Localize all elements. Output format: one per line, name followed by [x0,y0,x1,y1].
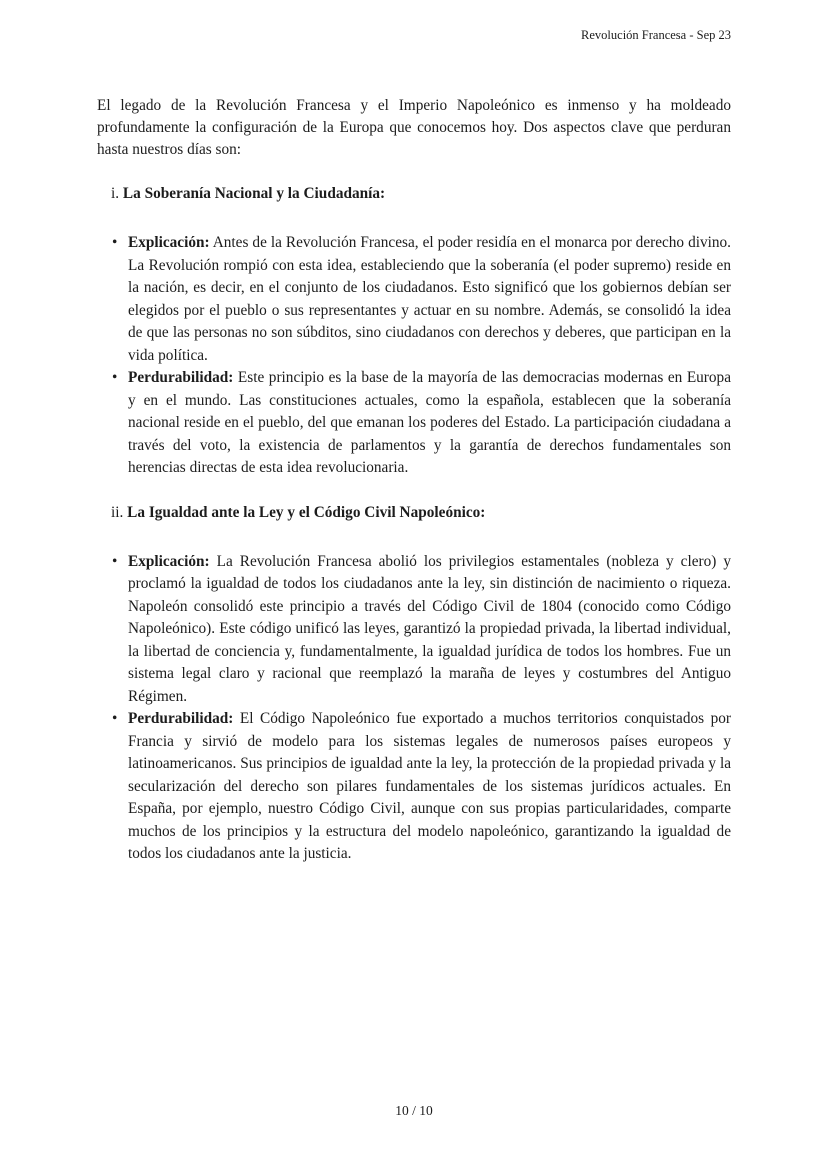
bullet-text: Antes de la Revolución Francesa, el poder residía en el monarca por derecho divino. La Revolución rompió con esta idea, estableciendo que la soberanía (el poder supremo) reside en la nación, es decir, en el conjunto de los ciudadanos. Esto significó que los gobiernos debían ser elegidos por el pueblo o sus representantes y actuar en su nombre. Además, se consolidó la idea de que las personas no son súbditos, sino ciudadanos con derechos y deberes, que participan en la vida política. [128,234,731,364]
page-footer [0,1103,828,1119]
page-number: 10 / 10 [395,1103,433,1118]
section-numeral: ii. [111,503,124,521]
bullet-item [111,232,731,367]
intro-paragraph: El legado de la Revolución Francesa y el Imperio Napoleónico es inmenso y ha moldeado profundamente la configuración de la Europa que conocemos hoy. Dos aspectos clave que perduran hasta nuestros días son: [97,97,731,158]
bullet-marker: • [112,552,118,570]
bullet-label: Perdurabilidad: [128,369,234,386]
bullet-item [111,367,731,480]
section-numeral: i. [111,185,120,202]
bullet-text: Este principio es la base de la mayoría de las democracias modernas en Europa y en el mundo. Las constituciones actuales, como la española, establecen que la soberanía nacional reside en el pueblo, del que emanan los poderes del Estado. La participación ciudadana a través del voto, la existencia de parlamentos y la garantía de derechos fundamentales son herencias directas de esta idea revolucionaria. [128,369,731,476]
section-sovereignty-heading [111,183,731,205]
bullet-item [111,551,731,709]
bullet-list [111,232,731,480]
bullet-label: Explicación: [128,234,210,251]
bullet-list [111,551,731,866]
bullet-label: Explicación: [128,552,210,570]
page-header [581,28,731,43]
header-title: Revolución Francesa - Sep 23 [581,28,731,42]
bullet-label: Perdurabilidad: [128,710,234,727]
section-equality [111,502,731,866]
bullet-marker: • [112,369,118,386]
section-equality-heading [111,502,731,524]
bullet-marker: • [112,234,118,251]
bullet-item [111,708,731,866]
bullet-text: La Revolución Francesa abolió los privilegios estamentales (nobleza y clero) y proclamó la igualdad de todos los ciudadanos ante la ley, sin distinción de nacimiento o riqueza. Napoleón consolidó este principio a través del Código Civil de 1804 (conocido como Código Napoleónico). Este código unificó las leyes, garantizó la propiedad privada, la libertad individual, la libertad de conciencia y, fundamentalmente, la igualdad jurídica de todos los hombres. Fue un sistema legal claro y racional que reemplazó la maraña de leyes y costumbres del Antiguo Régimen. [128,552,731,705]
section-title: La Soberanía Nacional y la Ciudadanía: [122,185,386,202]
section-title: La Igualdad ante la Ley y el Código Civil Napoleónico: [127,503,486,521]
bullet-text: El Código Napoleónico fue exportado a muchos territorios conquistados por Francia y sirvió de modelo para los sistemas legales de numerosos países europeos y latinoamericanos. Sus principios de igualdad ante la ley, la protección de la propiedad privada y la secularización del derecho son pilares fundamentales de los sistemas jurídicos actuales. En España, por ejemplo, nuestro Código Civil, aunque con sus propias particularidades, comparte muchos de los principios y la estructura del modelo napoleónico, garantizando la igualdad de todos los ciudadanos ante la justicia. [128,710,731,862]
section-sovereignty [111,183,731,480]
bullet-marker: • [112,710,118,727]
